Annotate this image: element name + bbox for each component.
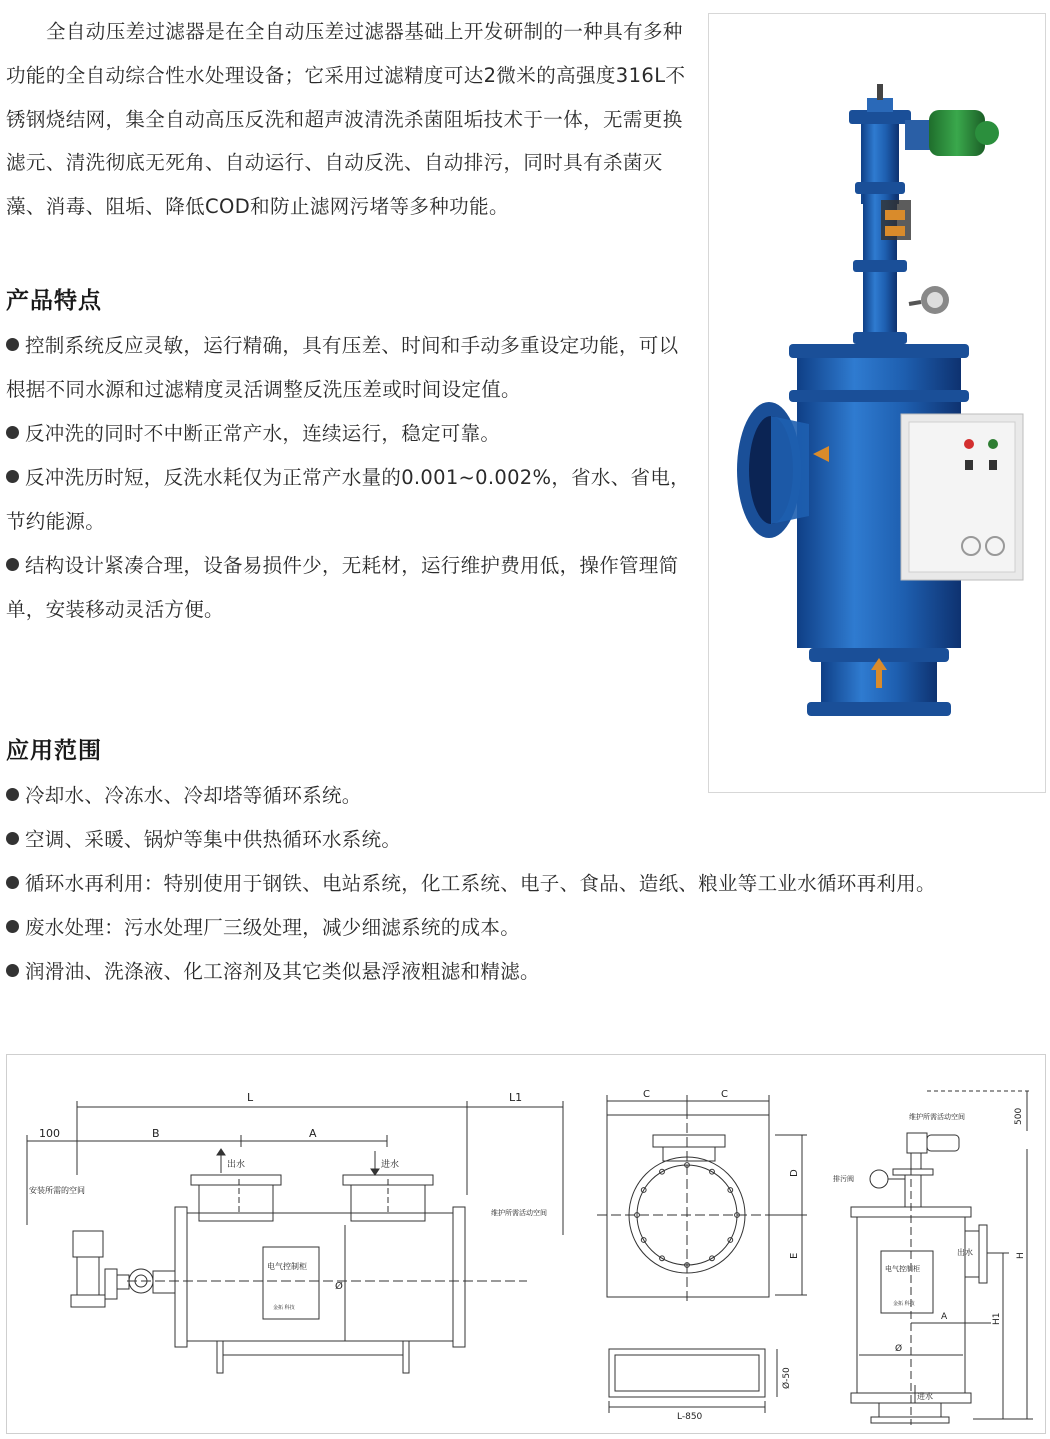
list-item (6, 906, 1036, 950)
application-text: 润滑油、洗涤液、化工溶剂及其它类似悬浮液粗滤和精滤。 (25, 960, 540, 983)
dim-A-label: A (309, 1127, 317, 1140)
top-flange (849, 110, 911, 124)
application-text: 冷却水、冷冻水、冷却塔等循环系统。 (25, 784, 362, 807)
features-title: 产品特点 (6, 288, 102, 314)
dim-100-label: 100 (39, 1127, 60, 1140)
drain-valve-label: 排污阀 (833, 1175, 854, 1183)
front-outlet-label: 出水 (957, 1248, 973, 1257)
inlet-label: 进水 (381, 1160, 400, 1170)
list-item (6, 862, 1036, 906)
front-inlet-label: 进水 (917, 1392, 933, 1401)
cabinet-sub-label: 金拓 科技 (273, 1305, 295, 1311)
dim-B-label: B (152, 1127, 160, 1140)
feature-text: 反冲洗的同时不中断正常产水，连续运行，稳定可靠。 (25, 422, 501, 445)
switch-icon (989, 460, 997, 470)
install-space-label: 安装所需的空间 (29, 1186, 85, 1195)
cabinet-label: 电气控制柜 (267, 1262, 307, 1271)
bullet-icon (6, 964, 19, 977)
list-item (6, 818, 1036, 862)
front-cabinet-sub-label: 金拓 科技 (893, 1301, 915, 1307)
technical-drawing (6, 1054, 1046, 1434)
front-cabinet-label: 电气控制柜 (885, 1265, 920, 1273)
dim-C2-label: C (721, 1089, 728, 1100)
product-photo (708, 13, 1046, 793)
front-maintenance-label: 维护所需活动空间 (909, 1113, 965, 1121)
dim-H-label: H (1016, 1252, 1026, 1259)
application-text: 空调、采暖、锅炉等集中供热循环水系统。 (25, 828, 402, 851)
diameter-label: Ø (335, 1281, 343, 1292)
front-view (833, 1091, 1033, 1425)
bullet-icon (6, 832, 19, 845)
switch-icon (965, 460, 973, 470)
feature-text: 结构设计紧凑合理，设备易损件少，无耗材，运行维护费用低，操作管理简单，安装移动灵活方便。 (6, 554, 679, 621)
bullet-icon (6, 920, 19, 933)
top-view (597, 1089, 807, 1305)
base-view (609, 1349, 792, 1422)
gear-box (905, 120, 931, 150)
list-item (6, 412, 698, 456)
list-item (6, 950, 1036, 994)
dim-H1-label: H1 (992, 1312, 1002, 1325)
feature-text: 反冲洗历时短，反洗水耗仅为正常产水量的0.001~0.002%，省水、省电，节约能源。 (6, 466, 690, 533)
list-item (6, 456, 698, 544)
dim-L-label: L (247, 1091, 254, 1104)
dim-C1-label: C (643, 1089, 650, 1100)
application-text: 循环水再利用：特别使用于钢铁、电站系统，化工系统、电子、食品、造纸、粮业等工业水循环再利用。 (25, 872, 936, 895)
intro-section (6, 10, 698, 229)
bullet-icon (6, 470, 19, 483)
outlet-flange (807, 702, 951, 716)
bullet-icon (6, 876, 19, 889)
front-dim-A-label: A (941, 1312, 948, 1322)
dim-500-label: 500 (1014, 1107, 1024, 1125)
feature-text: 控制系统反应灵敏，运行精确，具有压差、时间和手动多重设定功能，可以根据不同水源和过滤精度灵活调整反洗压差或时间设定值。 (6, 334, 679, 401)
application-text: 废水处理：污水处理厂三级处理，减少细滤系统的成本。 (25, 916, 521, 939)
applications-list (6, 774, 1036, 994)
list-item (6, 324, 698, 412)
maintenance-space-label: 维护所需活动空间 (491, 1209, 547, 1217)
body-flange-top (789, 344, 969, 358)
bullet-icon (6, 788, 19, 801)
dim-D-label: D (789, 1169, 800, 1177)
dim-L1-label: L1 (509, 1091, 523, 1104)
drawing-svg (7, 1055, 1045, 1433)
side-view (27, 1091, 563, 1373)
outlet-label: 出水 (227, 1160, 246, 1170)
dim-E-label: E (789, 1252, 800, 1259)
features-list (6, 324, 698, 632)
indicator-light-icon (988, 439, 998, 449)
bullet-icon (6, 426, 19, 439)
applications-title: 应用范围 (6, 738, 102, 764)
bullet-icon (6, 558, 19, 571)
list-item (6, 544, 698, 632)
intro-paragraph: 全自动压差过滤器是在全自动压差过滤器基础上开发研制的一种具有多种功能的全自动综合性水处理设备；它采用过滤精度可达2微米的高强度316L不锈钢烧结网，集全自动高压反洗和超声波清洗杀菌阻垢技术于一体，无需更换滤元、清洗彻底无死角、自动运行、自动反洗、自动排污，同时具有杀菌灭藻、消毒、阻垢、降低COD和防止滤网污堵等多种功能。 (6, 20, 686, 219)
indicator-light-icon (964, 439, 974, 449)
filter-illustration (709, 14, 1045, 792)
front-diameter-label: Ø (895, 1344, 903, 1354)
bullet-icon (6, 338, 19, 351)
dim-50-label: Ø-50 (782, 1367, 792, 1389)
dim-L850-label: L-850 (677, 1412, 703, 1422)
